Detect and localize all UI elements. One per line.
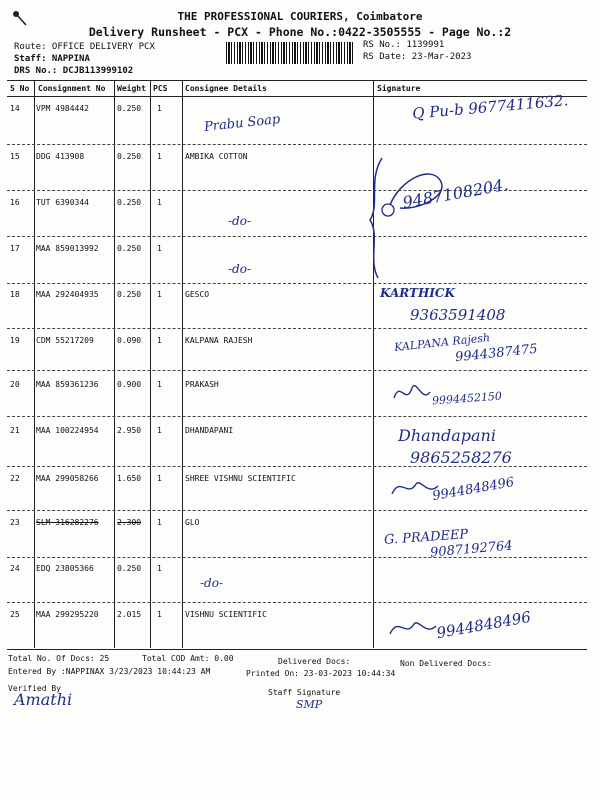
row-consignment: SLM 316282276 <box>36 518 99 527</box>
row-sno: 15 <box>10 152 20 161</box>
row-weight: 2.300 <box>117 518 142 527</box>
row-sno: 22 <box>10 474 20 483</box>
col-pcs: PCS <box>153 84 168 93</box>
total-cod: Total COD Amt: 0.00 <box>142 654 234 663</box>
row-separator <box>7 416 587 417</box>
row-pcs: 1 <box>157 336 162 345</box>
row-separator <box>7 510 587 511</box>
handwritten-bracket <box>360 150 470 285</box>
row-consignee: AMBIKA COTTON <box>185 152 248 161</box>
entered-by: Entered By :NAPPINAX 3/23/2023 10:44:23 AM <box>8 667 211 676</box>
verified-by-label: Verified By <box>8 684 61 693</box>
row-weight: 2.950 <box>117 426 142 435</box>
row-sno: 21 <box>10 426 20 435</box>
row-consignment: MAA 299295220 <box>36 610 99 619</box>
row-consignment: MAA 859013992 <box>36 244 99 253</box>
handwritten-phone: 9087192764 <box>429 538 514 561</box>
row-pcs: 1 <box>157 152 162 161</box>
row-consignee: DHANDAPANI <box>185 426 234 435</box>
row-pcs: 1 <box>157 104 162 113</box>
col-sno: S No <box>10 84 30 93</box>
row-consignee: GESCO <box>185 290 210 299</box>
handwritten-name: KARTHICK <box>380 286 455 300</box>
table-top-border <box>7 80 587 81</box>
row-consignment: VPM 4984442 <box>36 104 89 113</box>
row-separator <box>7 236 587 237</box>
verified-signature: Amathi <box>14 690 73 709</box>
row-separator <box>7 328 587 329</box>
drs-number: DRS No.: DCJB113999102 <box>14 66 134 76</box>
row-consignee: SHREE VISHNU SCIENTIFIC <box>185 474 296 483</box>
row-consignment: MAA 100224954 <box>36 426 99 435</box>
row-consignment: DDG 413908 <box>36 152 85 161</box>
row-pcs: 1 <box>157 198 162 207</box>
row-pcs: 1 <box>157 380 162 389</box>
row-consignment: TUT 6390344 <box>36 198 89 207</box>
row-weight: 0.250 <box>117 198 142 207</box>
handwritten-signature-scribble <box>388 616 438 640</box>
col-consignment: Consignment No <box>38 84 106 93</box>
handwritten-signature-scribble <box>392 378 432 408</box>
row-consignment: MAA 299058266 <box>36 474 99 483</box>
row-pcs: 1 <box>157 244 162 253</box>
row-consignment: MAA 292404935 <box>36 290 99 299</box>
route-text: Route: OFFICE DELIVERY PCX <box>14 42 155 52</box>
handwritten-ditto: -do- <box>228 214 252 228</box>
row-pcs: 1 <box>157 426 162 435</box>
table-row <box>7 240 587 286</box>
row-consignment: MAA 859361236 <box>36 380 99 389</box>
row-consignee: GLO <box>185 518 200 527</box>
staff-signature-label: Staff Signature <box>268 688 341 697</box>
staff-text: Staff: NAPPINA <box>14 54 90 64</box>
row-separator <box>7 144 587 145</box>
row-sno: 24 <box>10 564 20 573</box>
table-row <box>7 194 587 240</box>
row-consignment: CDM 55217209 <box>36 336 94 345</box>
handwritten-phone: 9944387475 <box>454 341 539 366</box>
handwritten-phone: 9487108204. <box>401 174 510 213</box>
row-weight: 1.650 <box>117 474 142 483</box>
row-pcs: 1 <box>157 564 162 573</box>
row-pcs: 1 <box>157 474 162 483</box>
col-weight: Weight <box>117 84 146 93</box>
company-title: THE PROFESSIONAL COURIERS, Coimbatore <box>177 10 423 23</box>
row-weight: 0.250 <box>117 244 142 253</box>
col-signature: Signature <box>377 84 421 93</box>
non-delivered-docs: Non Delivered Docs: <box>400 659 492 668</box>
row-separator <box>7 602 587 603</box>
staff-signature: SMP <box>296 698 323 711</box>
row-weight: 0.250 <box>117 564 142 573</box>
col-consignee: Consignee Details <box>185 84 267 93</box>
row-pcs: 1 <box>157 610 162 619</box>
row-weight: 2.015 <box>117 610 142 619</box>
row-pcs: 1 <box>157 290 162 299</box>
row-separator <box>7 283 587 284</box>
row-sno: 19 <box>10 336 20 345</box>
row-separator <box>7 370 587 371</box>
handwritten-name: Dhandapani <box>398 426 496 445</box>
row-sno: 14 <box>10 104 20 113</box>
table-row <box>7 560 587 606</box>
row-sno: 25 <box>10 610 20 619</box>
handwritten-signature: Q Pu-b 9677411632. <box>411 91 569 123</box>
row-sno: 20 <box>10 380 20 389</box>
row-sno: 16 <box>10 198 20 207</box>
handwritten-phone: 9944848496 <box>431 474 516 505</box>
barcode <box>226 42 354 64</box>
row-weight: 0.250 <box>117 104 142 113</box>
row-consignee: VISHNU SCIENTIFIC <box>185 610 267 619</box>
printed-on: Printed On: 23-03-2023 10:44:34 <box>246 669 396 678</box>
runsheet-subtitle: Delivery Runsheet - PCX - Phone No.:0422-3505555 - Page No.:2 <box>88 25 512 39</box>
row-sno: 23 <box>10 518 20 527</box>
handwritten-consignee: Prabu Soap <box>203 112 281 135</box>
handwritten-phone: 9944848496 <box>435 607 533 643</box>
row-weight: 0.250 <box>117 290 142 299</box>
rs-number: RS No.: 1139991 <box>363 40 445 50</box>
total-docs: Total No. Of Docs: 25 <box>8 654 110 663</box>
delivered-docs: Delivered Docs: <box>278 657 351 666</box>
handwritten-name: G. PRADEEP <box>383 527 469 548</box>
handwritten-phone: 9994452150 <box>431 389 503 408</box>
row-consignee: PRAKASH <box>185 380 219 389</box>
row-weight: 0.900 <box>117 380 142 389</box>
handwritten-phone: 9865258276 <box>410 448 512 467</box>
row-sno: 18 <box>10 290 20 299</box>
row-pcs: 1 <box>157 518 162 527</box>
row-separator <box>7 557 587 558</box>
row-weight: 0.090 <box>117 336 142 345</box>
handwritten-ditto: -do- <box>228 262 252 276</box>
handwritten-phone: 9363591408 <box>410 306 506 324</box>
handwritten-ditto: -do- <box>200 576 224 590</box>
handwritten-name: KALPANA Rajesh <box>393 331 491 354</box>
row-sno: 17 <box>10 244 20 253</box>
row-consignee: KALPANA RAJESH <box>185 336 253 345</box>
row-consignment: EDQ 23805366 <box>36 564 94 573</box>
rs-date: RS Date: 23-Mar-2023 <box>363 52 472 62</box>
table-bottom-border <box>7 649 587 650</box>
row-weight: 0.250 <box>117 152 142 161</box>
